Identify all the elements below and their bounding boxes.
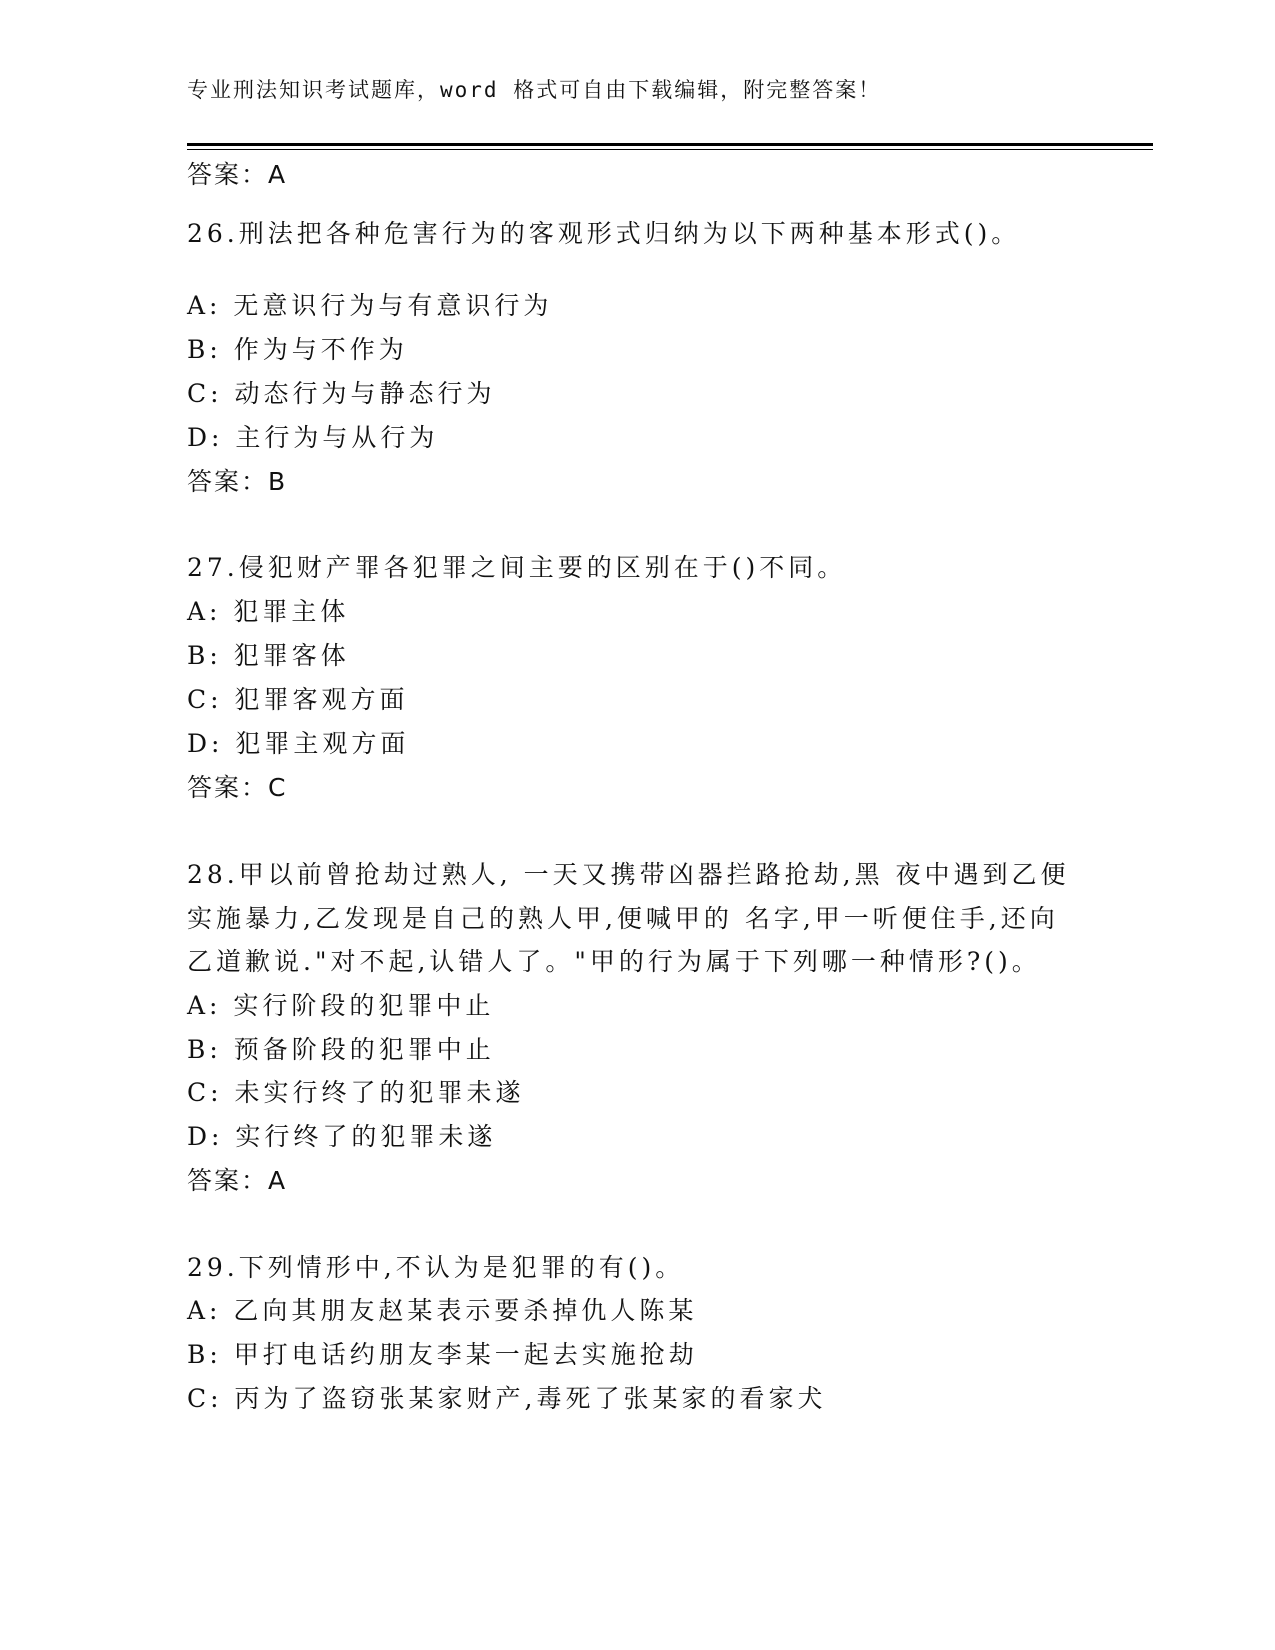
question-26-option-b: B: 作为与不作为 (187, 335, 408, 364)
question-26-stem: 26.刑法把各种危害行为的客观形式归纳为以下两种基本形式()。 (187, 219, 1021, 248)
question-28-option-b: B: 预备阶段的犯罪中止 (187, 1035, 495, 1064)
question-28-option-d: D: 实行终了的犯罪未遂 (187, 1122, 497, 1151)
page-header: 专业刑法知识考试题库，word 格式可自由下载编辑，附完整答案！ (187, 78, 882, 102)
question-27-option-b: B: 犯罪客体 (187, 641, 350, 670)
question-28-option-a: A: 实行阶段的犯罪中止 (187, 991, 495, 1020)
question-27-option-c: C: 犯罪客观方面 (187, 685, 409, 714)
question-29-option-b: B: 甲打电话约朋友李某一起去实施抢劫 (187, 1340, 698, 1369)
question-26-option-d: D: 主行为与从行为 (187, 423, 439, 452)
question-26-answer: 答案：B (187, 467, 288, 496)
question-29-stem: 29.下列情形中,不认为是犯罪的有()。 (187, 1253, 685, 1282)
question-27-option-a: A: 犯罪主体 (187, 597, 350, 626)
answer-prev: 答案：A (187, 160, 288, 189)
question-26-option-c: C: 动态行为与静态行为 (187, 379, 496, 408)
question-28-stem-line-3: 乙道歉说."对不起,认错人了。"甲的行为属于下列哪一种情形?()。 (187, 947, 1041, 976)
question-29-option-a: A: 乙向其朋友赵某表示要杀掉仇人陈某 (187, 1296, 698, 1325)
question-27-option-d: D: 犯罪主观方面 (187, 729, 410, 758)
question-28-answer: 答案：A (187, 1166, 288, 1195)
header-rule-thick (187, 143, 1153, 146)
header-rule-thin (187, 149, 1153, 150)
question-27-answer: 答案：C (187, 773, 288, 802)
question-26-option-a: A: 无意识行为与有意识行为 (187, 291, 553, 320)
question-28-stem-line-2: 实施暴力,乙发现是自己的熟人甲,便喊甲的 名字,甲一听便住手,还向 (187, 904, 1059, 933)
question-29-option-c: C: 丙为了盗窃张某家财产,毒死了张某家的看家犬 (187, 1384, 827, 1413)
question-27-stem: 27.侵犯财产罪各犯罪之间主要的区别在于()不同。 (187, 553, 847, 582)
question-28-stem-line-1: 28.甲以前曾抢劫过熟人, 一天又携带凶器拦路抢劫,黑 夜中遇到乙便 (187, 860, 1070, 889)
question-28-option-c: C: 未实行终了的犯罪未遂 (187, 1078, 525, 1107)
